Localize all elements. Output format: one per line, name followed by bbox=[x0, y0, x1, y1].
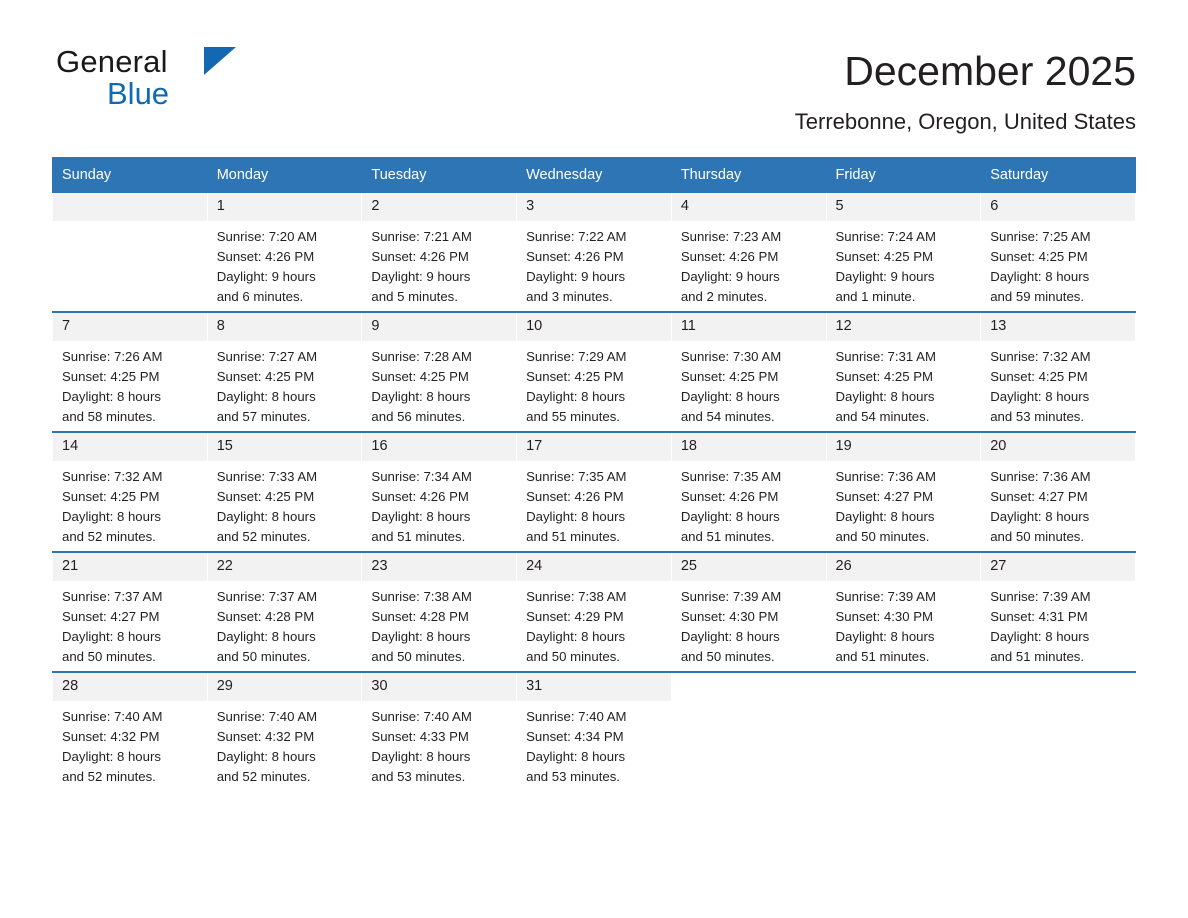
day-info-line: Sunrise: 7:30 AM bbox=[680, 349, 782, 364]
day-number: 6 bbox=[981, 193, 1135, 221]
page-title: December 2025 bbox=[844, 48, 1136, 94]
calendar-cell-day bbox=[207, 552, 362, 672]
day-info-line: and 52 minutes. bbox=[62, 529, 156, 544]
day-info-line: and 58 minutes. bbox=[62, 409, 156, 424]
day-info-line: Sunset: 4:26 PM bbox=[680, 249, 779, 264]
day-info-line: Sunrise: 7:34 AM bbox=[371, 469, 472, 484]
day-number: 8 bbox=[208, 313, 362, 341]
day-sun-info bbox=[517, 341, 671, 427]
day-info-line: Sunset: 4:32 PM bbox=[62, 729, 160, 744]
day-number: 31 bbox=[517, 673, 671, 701]
day-info-line: and 53 minutes. bbox=[371, 769, 466, 784]
day-sun-info bbox=[981, 581, 1135, 667]
day-info-line: and 52 minutes. bbox=[62, 769, 156, 784]
day-info-line: Sunrise: 7:35 AM bbox=[680, 469, 782, 484]
day-info-line: Sunrise: 7:21 AM bbox=[371, 229, 472, 244]
day-info-line: Sunrise: 7:37 AM bbox=[62, 589, 163, 604]
calendar-cell-day bbox=[362, 432, 517, 552]
day-info-line: Daylight: 8 hours bbox=[990, 389, 1090, 404]
day-info-line: and 50 minutes. bbox=[216, 649, 311, 664]
weekday-header-monday: Monday bbox=[207, 158, 362, 193]
day-info-line: Daylight: 9 hours bbox=[216, 269, 316, 284]
day-number: 21 bbox=[53, 553, 207, 581]
calendar-week-row bbox=[53, 552, 1136, 672]
day-sun-info bbox=[362, 581, 516, 667]
day-number: 30 bbox=[362, 673, 516, 701]
day-info-line: Sunset: 4:26 PM bbox=[371, 489, 469, 504]
day-sun-info bbox=[517, 701, 671, 787]
day-info-line: Sunrise: 7:27 AM bbox=[216, 349, 318, 364]
day-number: 18 bbox=[672, 433, 826, 461]
day-info-line: Sunrise: 7:32 AM bbox=[62, 469, 163, 484]
day-info-line: Daylight: 8 hours bbox=[216, 629, 316, 644]
day-info-line: Sunrise: 7:24 AM bbox=[835, 229, 936, 244]
day-number: 3 bbox=[517, 193, 671, 221]
day-info-line: Sunset: 4:25 PM bbox=[990, 249, 1088, 264]
calendar-cell-day bbox=[207, 312, 362, 432]
day-info-line: and 6 minutes. bbox=[216, 289, 304, 304]
day-info-line: Daylight: 8 hours bbox=[371, 749, 471, 764]
day-info-line: Sunset: 4:26 PM bbox=[371, 249, 469, 264]
day-info-line: Sunset: 4:25 PM bbox=[835, 249, 934, 264]
day-info-line: Daylight: 8 hours bbox=[990, 509, 1090, 524]
day-sun-info bbox=[362, 461, 516, 547]
calendar-cell-day bbox=[53, 672, 208, 791]
day-number bbox=[827, 673, 981, 701]
day-info-line: and 51 minutes. bbox=[371, 529, 466, 544]
calendar-cell-day bbox=[53, 432, 208, 552]
day-info-line: Sunset: 4:25 PM bbox=[62, 489, 160, 504]
day-number: 11 bbox=[672, 313, 826, 341]
day-info-line: Sunset: 4:34 PM bbox=[526, 729, 624, 744]
day-number: 27 bbox=[981, 553, 1135, 581]
calendar-cell-day bbox=[362, 192, 517, 312]
calendar-cell-empty bbox=[981, 672, 1136, 791]
day-info-line: Sunset: 4:27 PM bbox=[62, 609, 160, 624]
day-info-line: and 57 minutes. bbox=[216, 409, 311, 424]
day-info-line: Sunset: 4:25 PM bbox=[216, 369, 315, 384]
day-sun-info bbox=[208, 581, 362, 667]
day-info-line: and 50 minutes. bbox=[371, 649, 466, 664]
day-info-line: and 50 minutes. bbox=[62, 649, 156, 664]
calendar-cell-day bbox=[53, 312, 208, 432]
day-info-line: Daylight: 9 hours bbox=[371, 269, 471, 284]
calendar-cell-day bbox=[517, 552, 672, 672]
day-info-line: and 1 minute. bbox=[835, 289, 916, 304]
day-info-line: Daylight: 9 hours bbox=[526, 269, 626, 284]
calendar-cell-day bbox=[981, 432, 1136, 552]
weekday-header-wednesday: Wednesday bbox=[517, 158, 672, 193]
day-info-line: Sunrise: 7:32 AM bbox=[990, 349, 1091, 364]
day-info-line: Sunset: 4:26 PM bbox=[526, 249, 624, 264]
day-number: 10 bbox=[517, 313, 671, 341]
day-number: 19 bbox=[827, 433, 981, 461]
day-info-line: Sunset: 4:28 PM bbox=[216, 609, 315, 624]
page-subtitle: Terrebonne, Oregon, United States bbox=[794, 109, 1136, 134]
calendar-cell-day bbox=[517, 312, 672, 432]
day-number: 5 bbox=[827, 193, 981, 221]
day-info-line: Daylight: 8 hours bbox=[62, 749, 161, 764]
day-number: 25 bbox=[672, 553, 826, 581]
day-info-line: Daylight: 8 hours bbox=[216, 389, 316, 404]
day-info-line: and 56 minutes. bbox=[371, 409, 466, 424]
calendar-cell-day bbox=[981, 192, 1136, 312]
calendar-cell-day bbox=[671, 552, 826, 672]
day-info-line: Daylight: 9 hours bbox=[680, 269, 780, 284]
day-info-line: Daylight: 8 hours bbox=[216, 749, 316, 764]
day-sun-info bbox=[981, 461, 1135, 547]
calendar-cell-day bbox=[517, 192, 672, 312]
day-sun-info bbox=[517, 461, 671, 547]
weekday-header-friday: Friday bbox=[826, 158, 981, 193]
day-info-line: and 50 minutes. bbox=[526, 649, 620, 664]
day-info-line: and 50 minutes. bbox=[990, 529, 1085, 544]
calendar-header-row bbox=[53, 158, 1136, 193]
calendar-cell-day bbox=[671, 192, 826, 312]
calendar-cell-day bbox=[362, 312, 517, 432]
day-number: 26 bbox=[827, 553, 981, 581]
day-info-line: Sunset: 4:31 PM bbox=[990, 609, 1088, 624]
day-number: 29 bbox=[208, 673, 362, 701]
day-number: 20 bbox=[981, 433, 1135, 461]
calendar-cell-day bbox=[207, 432, 362, 552]
calendar-cell-day bbox=[53, 552, 208, 672]
day-number: 7 bbox=[53, 313, 207, 341]
calendar-cell-day bbox=[671, 432, 826, 552]
day-sun-info bbox=[53, 461, 207, 547]
day-info-line: Sunset: 4:26 PM bbox=[526, 489, 624, 504]
day-sun-info bbox=[981, 341, 1135, 427]
day-info-line: and 55 minutes. bbox=[526, 409, 620, 424]
day-number: 2 bbox=[362, 193, 516, 221]
day-sun-info bbox=[208, 341, 362, 427]
day-info-line: Daylight: 8 hours bbox=[371, 389, 471, 404]
day-info-line: and 54 minutes. bbox=[835, 409, 930, 424]
calendar-week-row bbox=[53, 192, 1136, 312]
day-info-line: and 52 minutes. bbox=[216, 769, 311, 784]
day-number: 1 bbox=[208, 193, 362, 221]
calendar-week-row bbox=[53, 672, 1136, 791]
day-info-line: Sunset: 4:25 PM bbox=[216, 489, 315, 504]
day-info-line: Sunset: 4:26 PM bbox=[680, 489, 779, 504]
day-number bbox=[981, 673, 1135, 701]
day-info-line: Sunrise: 7:22 AM bbox=[526, 229, 627, 244]
day-info-line: Daylight: 8 hours bbox=[371, 509, 471, 524]
day-info-line: Sunset: 4:27 PM bbox=[835, 489, 934, 504]
calendar-body bbox=[53, 192, 1136, 791]
day-sun-info bbox=[208, 221, 362, 307]
day-info-line: Daylight: 8 hours bbox=[835, 629, 935, 644]
day-number bbox=[672, 673, 826, 701]
day-info-line: Sunset: 4:29 PM bbox=[526, 609, 624, 624]
calendar-cell-day bbox=[826, 192, 981, 312]
weekday-header-sunday: Sunday bbox=[53, 158, 208, 193]
day-info-line: Sunset: 4:27 PM bbox=[990, 489, 1088, 504]
day-sun-info bbox=[827, 581, 981, 667]
day-info-line: Sunset: 4:32 PM bbox=[216, 729, 315, 744]
day-number: 4 bbox=[672, 193, 826, 221]
day-info-line: Daylight: 8 hours bbox=[526, 509, 626, 524]
day-info-line: Sunrise: 7:39 AM bbox=[990, 589, 1091, 604]
day-sun-info bbox=[672, 221, 826, 307]
day-info-line: and 51 minutes. bbox=[526, 529, 620, 544]
day-info-line: Sunset: 4:25 PM bbox=[62, 369, 160, 384]
day-info-line: Sunset: 4:30 PM bbox=[680, 609, 779, 624]
calendar-cell-day bbox=[981, 552, 1136, 672]
day-number bbox=[53, 193, 207, 221]
day-info-line: Sunrise: 7:40 AM bbox=[371, 709, 472, 724]
day-sun-info bbox=[53, 581, 207, 667]
logo-text-blue: Blue bbox=[107, 76, 170, 111]
day-info-line: Daylight: 8 hours bbox=[526, 749, 626, 764]
day-info-line: Daylight: 8 hours bbox=[990, 269, 1090, 284]
day-info-line: Daylight: 8 hours bbox=[835, 389, 935, 404]
day-info-line: Daylight: 8 hours bbox=[62, 389, 161, 404]
day-info-line: and 52 minutes. bbox=[216, 529, 311, 544]
day-sun-info bbox=[362, 701, 516, 787]
day-number: 24 bbox=[517, 553, 671, 581]
logo-triangle-icon bbox=[204, 47, 236, 75]
day-info-line: Sunrise: 7:38 AM bbox=[526, 589, 627, 604]
day-info-line: Sunrise: 7:39 AM bbox=[680, 589, 782, 604]
day-info-line: Sunrise: 7:20 AM bbox=[216, 229, 318, 244]
day-info-line: Sunrise: 7:26 AM bbox=[62, 349, 163, 364]
day-info-line: Daylight: 8 hours bbox=[680, 509, 780, 524]
calendar-cell-day bbox=[981, 312, 1136, 432]
day-number: 17 bbox=[517, 433, 671, 461]
day-info-line: Sunrise: 7:29 AM bbox=[526, 349, 627, 364]
day-number: 9 bbox=[362, 313, 516, 341]
calendar-cell-day bbox=[671, 312, 826, 432]
title-block bbox=[795, 45, 1136, 135]
day-info-line: Daylight: 8 hours bbox=[680, 389, 780, 404]
day-number: 13 bbox=[981, 313, 1135, 341]
calendar-cell-day bbox=[362, 552, 517, 672]
day-info-line: Sunset: 4:26 PM bbox=[216, 249, 315, 264]
day-info-line: Sunrise: 7:35 AM bbox=[526, 469, 627, 484]
calendar-cell-day bbox=[517, 672, 672, 791]
day-sun-info bbox=[827, 221, 981, 307]
day-number: 15 bbox=[208, 433, 362, 461]
day-info-line: Sunset: 4:25 PM bbox=[835, 369, 934, 384]
day-info-line: Sunset: 4:33 PM bbox=[371, 729, 469, 744]
day-sun-info bbox=[517, 221, 671, 307]
day-sun-info bbox=[208, 461, 362, 547]
calendar-cell-day bbox=[362, 672, 517, 791]
day-info-line: Sunrise: 7:40 AM bbox=[526, 709, 627, 724]
day-info-line: Daylight: 8 hours bbox=[526, 629, 626, 644]
day-info-line: and 51 minutes. bbox=[680, 529, 775, 544]
day-info-line: Sunset: 4:25 PM bbox=[680, 369, 779, 384]
day-info-line: and 53 minutes. bbox=[526, 769, 620, 784]
day-sun-info bbox=[53, 701, 207, 787]
day-info-line: and 51 minutes. bbox=[990, 649, 1085, 664]
day-sun-info bbox=[672, 461, 826, 547]
calendar-week-row bbox=[53, 432, 1136, 552]
day-sun-info bbox=[827, 461, 981, 547]
day-sun-info bbox=[208, 701, 362, 787]
day-info-line: Sunrise: 7:36 AM bbox=[835, 469, 936, 484]
day-info-line: and 50 minutes. bbox=[680, 649, 775, 664]
day-info-line: and 2 minutes. bbox=[680, 289, 768, 304]
day-info-line: Sunset: 4:25 PM bbox=[990, 369, 1088, 384]
day-sun-info bbox=[53, 341, 207, 427]
calendar-cell-empty bbox=[53, 192, 208, 312]
calendar-week-row bbox=[53, 312, 1136, 432]
day-info-line: Sunrise: 7:38 AM bbox=[371, 589, 472, 604]
day-sun-info bbox=[362, 341, 516, 427]
day-info-line: and 51 minutes. bbox=[835, 649, 930, 664]
day-info-line: Sunrise: 7:40 AM bbox=[216, 709, 318, 724]
day-info-line: Sunrise: 7:39 AM bbox=[835, 589, 936, 604]
day-info-line: and 53 minutes. bbox=[990, 409, 1085, 424]
day-info-line: Daylight: 8 hours bbox=[680, 629, 780, 644]
day-info-line: Sunrise: 7:25 AM bbox=[990, 229, 1091, 244]
day-sun-info bbox=[517, 581, 671, 667]
day-sun-info bbox=[362, 221, 516, 307]
calendar-table bbox=[52, 157, 1136, 791]
day-info-line: and 50 minutes. bbox=[835, 529, 930, 544]
day-number: 12 bbox=[827, 313, 981, 341]
calendar-cell-day bbox=[207, 672, 362, 791]
day-info-line: Sunrise: 7:37 AM bbox=[216, 589, 318, 604]
calendar-cell-day bbox=[826, 432, 981, 552]
generalblue-logo bbox=[56, 45, 316, 117]
day-info-line: Sunset: 4:25 PM bbox=[526, 369, 624, 384]
day-info-line: Daylight: 8 hours bbox=[62, 629, 161, 644]
day-info-line: Daylight: 8 hours bbox=[62, 509, 161, 524]
day-info-line: and 59 minutes. bbox=[990, 289, 1085, 304]
calendar-cell-day bbox=[207, 192, 362, 312]
day-number: 16 bbox=[362, 433, 516, 461]
calendar-cell-empty bbox=[826, 672, 981, 791]
page-header bbox=[0, 0, 1188, 135]
day-info-line: Daylight: 8 hours bbox=[990, 629, 1090, 644]
day-info-line: and 54 minutes. bbox=[680, 409, 775, 424]
day-sun-info bbox=[672, 581, 826, 667]
day-sun-info bbox=[672, 341, 826, 427]
weekday-header-thursday: Thursday bbox=[671, 158, 826, 193]
day-info-line: Sunrise: 7:31 AM bbox=[835, 349, 936, 364]
day-info-line: Sunrise: 7:36 AM bbox=[990, 469, 1091, 484]
day-number: 14 bbox=[53, 433, 207, 461]
day-sun-info bbox=[981, 221, 1135, 307]
day-info-line: Sunrise: 7:40 AM bbox=[62, 709, 163, 724]
day-info-line: and 5 minutes. bbox=[371, 289, 458, 304]
day-sun-info bbox=[827, 341, 981, 427]
day-info-line: Daylight: 8 hours bbox=[216, 509, 316, 524]
logo-text-general: General bbox=[56, 44, 168, 79]
day-info-line: Sunset: 4:30 PM bbox=[835, 609, 934, 624]
weekday-header-tuesday: Tuesday bbox=[362, 158, 517, 193]
weekday-header-saturday: Saturday bbox=[981, 158, 1136, 193]
calendar-cell-day bbox=[517, 432, 672, 552]
day-info-line: Sunset: 4:25 PM bbox=[371, 369, 469, 384]
day-info-line: Sunset: 4:28 PM bbox=[371, 609, 469, 624]
calendar-cell-day bbox=[826, 552, 981, 672]
day-number: 28 bbox=[53, 673, 207, 701]
day-info-line: Daylight: 9 hours bbox=[835, 269, 935, 284]
day-info-line: and 3 minutes. bbox=[526, 289, 613, 304]
calendar-cell-empty bbox=[671, 672, 826, 791]
day-info-line: Sunrise: 7:33 AM bbox=[216, 469, 318, 484]
day-info-line: Daylight: 8 hours bbox=[526, 389, 626, 404]
calendar-cell-day bbox=[826, 312, 981, 432]
day-number: 22 bbox=[208, 553, 362, 581]
day-number: 23 bbox=[362, 553, 516, 581]
day-info-line: Daylight: 8 hours bbox=[835, 509, 935, 524]
day-info-line: Daylight: 8 hours bbox=[371, 629, 471, 644]
day-info-line: Sunrise: 7:23 AM bbox=[680, 229, 782, 244]
day-info-line: Sunrise: 7:28 AM bbox=[371, 349, 472, 364]
